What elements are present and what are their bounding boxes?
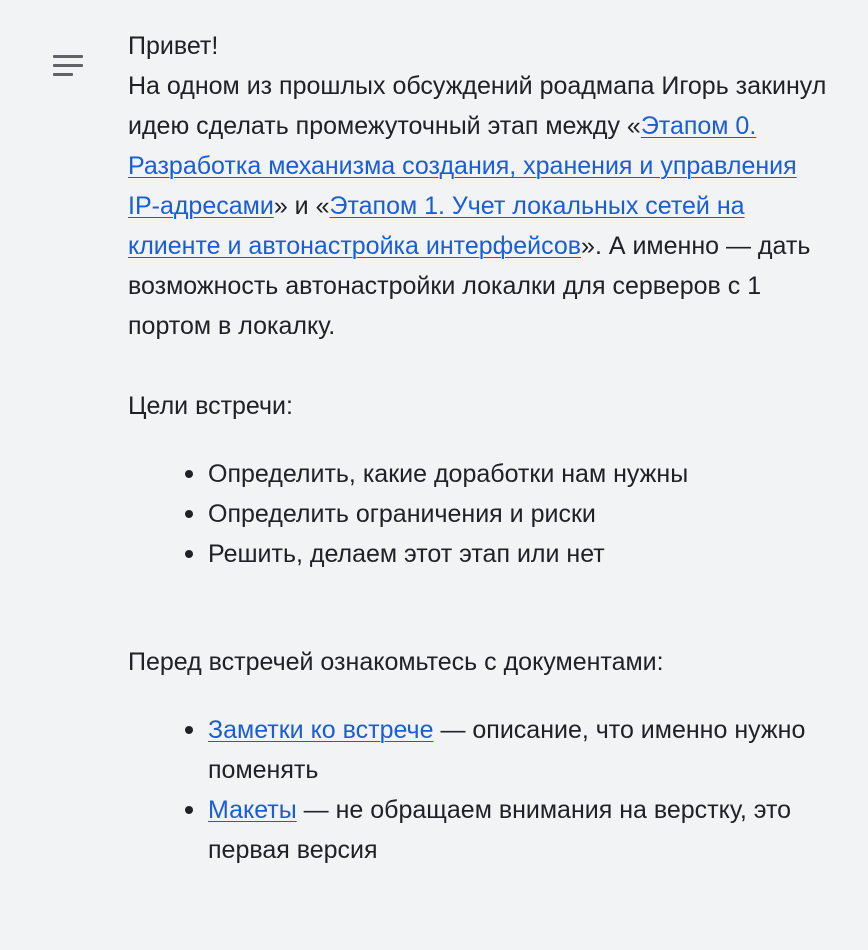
intro-text-1: На одном из прошлых обсуждений роадмапа Игорь закинул идею сделать промежуточный этап между «	[128, 72, 827, 140]
list-item	[128, 534, 828, 574]
list-item	[128, 494, 828, 534]
intro-paragraph	[128, 66, 828, 346]
bullet-icon	[185, 470, 193, 478]
message-body	[128, 26, 828, 870]
bullet-icon	[185, 550, 193, 558]
goals-list	[128, 454, 828, 574]
docs-label: Перед встречей ознакомьтесь с документами:	[128, 648, 664, 676]
greeting: Привет!	[128, 32, 219, 60]
list-item	[128, 710, 828, 790]
list-item	[128, 790, 828, 870]
stage-1-link[interactable]: Этапом 1. Учет локальных сетей на клиенте и автонастройка интерфейсов	[128, 192, 745, 260]
list-item	[128, 454, 828, 494]
bullet-icon	[185, 726, 193, 734]
goals-label: Цели встречи:	[128, 392, 293, 420]
notes-lines-icon[interactable]	[53, 55, 83, 77]
doc-description: — описание, что именно нужно поменять	[208, 716, 806, 784]
goal-text: Определить ограничения и риски	[208, 500, 596, 528]
mockups-link[interactable]: Макеты	[208, 796, 297, 824]
doc-description: — не обращаем внимания на верстку, это первая версия	[208, 796, 792, 864]
intro-text-3: ». А именно — дать возможность автонастройки локалки для серверов с 1 портом в локалку.	[128, 232, 811, 340]
bullet-icon	[185, 806, 193, 814]
bullet-icon	[185, 510, 193, 518]
docs-list	[128, 710, 828, 870]
stage-0-link[interactable]: Этапом 0. Разработка механизма создания, хранения и управления IP-адресами	[128, 112, 797, 220]
goal-text: Решить, делаем этот этап или нет	[208, 540, 605, 568]
goal-text: Определить, какие доработки нам нужны	[208, 460, 689, 488]
notes-link[interactable]: Заметки ко встрече	[208, 716, 434, 744]
intro-text-2: » и «	[273, 192, 330, 220]
